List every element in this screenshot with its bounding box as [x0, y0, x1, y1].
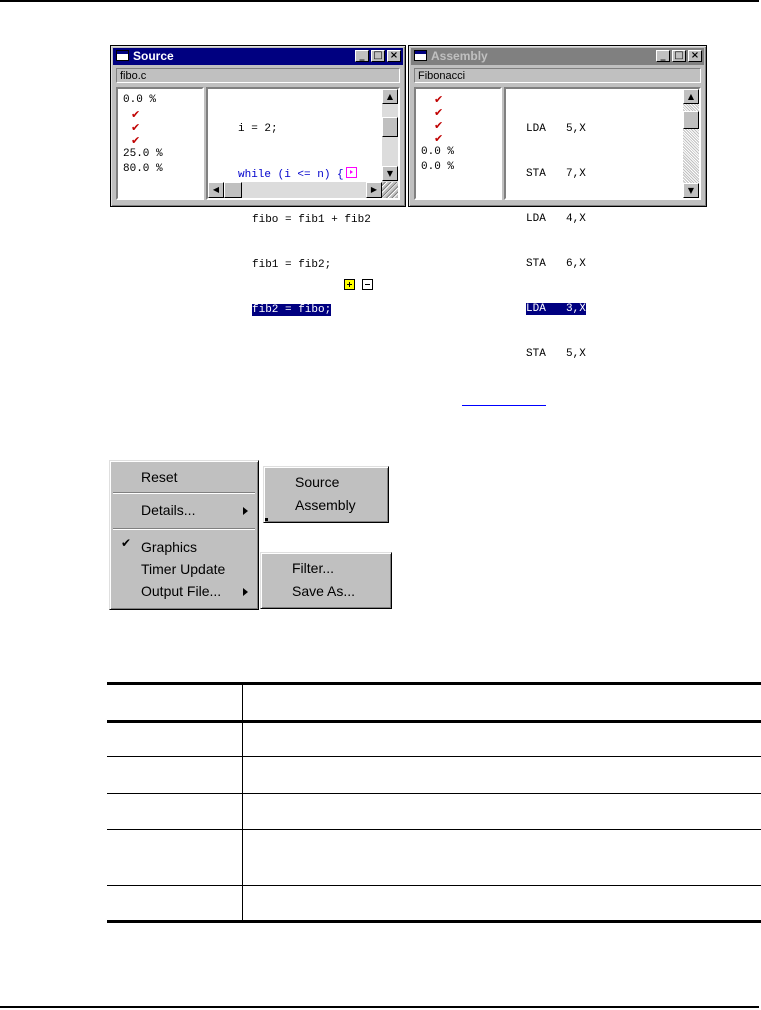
profile-value: 80.0 %: [123, 163, 163, 175]
breakpoint-marker-icon[interactable]: [346, 167, 357, 178]
scroll-right-button[interactable]: ▶: [366, 182, 382, 198]
code-line: [238, 167, 371, 183]
assembly-profile-pane[interactable]: [414, 87, 502, 200]
close-button[interactable]: ×: [387, 50, 401, 62]
source-title: Source: [133, 49, 174, 63]
check-icon: ✔: [131, 108, 141, 121]
asm-opcode: LDA: [526, 213, 546, 225]
code-line-selected: [238, 303, 371, 318]
description-table: [107, 682, 761, 923]
scroll-down-button[interactable]: ▼: [683, 183, 699, 198]
hyperlink-underline[interactable]: [462, 405, 546, 406]
plus-box-icon: [344, 279, 355, 290]
asm-line: [526, 167, 586, 182]
details-submenu: [263, 466, 389, 523]
asm-operand: 7,X: [566, 168, 586, 180]
scroll-down-button[interactable]: ▼: [382, 166, 398, 181]
selected-asm: [526, 303, 586, 315]
asm-opcode: STA: [526, 168, 546, 180]
source-horizontal-scrollbar[interactable]: [208, 182, 382, 198]
scroll-up-button[interactable]: ▲: [683, 89, 699, 104]
menu-item-details[interactable]: Details...: [110, 499, 258, 521]
table-row-border: [107, 756, 761, 757]
source-code-pane[interactable]: [206, 87, 400, 316]
asm-operand: 4,X: [566, 213, 586, 225]
profile-value: 0.0 %: [421, 146, 455, 158]
asm-line: [526, 212, 586, 227]
code-keyword-line: while (i <= n) {: [238, 169, 344, 181]
assembly-function-field: Fibonacci: [414, 68, 701, 83]
table-row-border: [107, 885, 761, 886]
scroll-thumb[interactable]: [382, 117, 398, 137]
source-file-field: fibo.c: [116, 68, 400, 83]
minimize-button[interactable]: _: [355, 50, 369, 62]
check-icon: ✔: [434, 106, 444, 119]
asm-line-selected: [526, 302, 586, 317]
asm-line: [526, 122, 586, 137]
menu-separator: [113, 528, 255, 530]
bottom-rule: [0, 1006, 759, 1008]
asm-operand: 5,X: [566, 348, 586, 360]
checkmark-icon: ✔: [121, 536, 132, 550]
code-line: fib1 = fib2;: [252, 259, 332, 271]
asm-operand: 5,X: [566, 123, 586, 135]
asm-operand: 3,X: [566, 303, 586, 315]
output-file-submenu: [260, 552, 392, 609]
context-menu: [109, 460, 259, 610]
resize-grip-icon[interactable]: [382, 182, 398, 198]
assembly-title: Assembly: [431, 49, 488, 63]
maximize-button[interactable]: □: [672, 50, 686, 62]
assembly-window: [408, 45, 707, 360]
submenu-arrow-icon: [243, 507, 248, 515]
table-row-border: [107, 793, 761, 794]
minimize-button[interactable]: _: [656, 50, 670, 62]
maximize-button[interactable]: □: [371, 50, 385, 62]
source-window: [110, 45, 406, 316]
profile-value: 0.0 %: [123, 94, 157, 106]
check-icon: ✔: [434, 93, 444, 106]
minus-box-icon: [362, 279, 373, 290]
table-top-border: [107, 682, 761, 685]
scroll-left-button[interactable]: ◀: [208, 182, 224, 198]
asm-opcode: LDA: [526, 303, 546, 315]
menu-item-graphics[interactable]: ✔ Graphics: [121, 536, 198, 555]
window-icon[interactable]: [116, 50, 129, 61]
submenu-arrow-icon: [243, 588, 248, 596]
asm-line: [526, 347, 586, 362]
scroll-thumb-horizontal[interactable]: [224, 182, 242, 198]
check-icon: ✔: [131, 134, 141, 147]
source-profile-pane[interactable]: [116, 87, 204, 200]
source-titlebar[interactable]: [113, 48, 403, 65]
assembly-code-pane[interactable]: [504, 87, 701, 360]
check-icon: ✔: [131, 121, 141, 134]
menu-item-timer-update[interactable]: Timer Update: [141, 561, 226, 577]
assembly-listing: [526, 92, 586, 392]
submenu-connector: [265, 518, 268, 521]
selected-code: fib2 = fibo;: [252, 304, 332, 316]
asm-opcode: LDA: [526, 123, 546, 135]
window-icon[interactable]: [414, 50, 427, 61]
close-button[interactable]: ×: [688, 50, 702, 62]
menu-separator: [113, 492, 255, 494]
code-line: fibo = fib1 + fib2: [252, 214, 371, 226]
menu-item-output-file[interactable]: Output File...: [110, 580, 258, 602]
check-icon: ✔: [434, 119, 444, 132]
submenu-item-save-as[interactable]: Save As...: [292, 583, 356, 599]
source-code: [238, 92, 371, 348]
table-header-border: [107, 720, 761, 723]
check-icon: ✔: [434, 132, 444, 145]
profile-value: 25.0 %: [123, 148, 163, 160]
scroll-thumb[interactable]: [683, 111, 699, 129]
source-vertical-scrollbar[interactable]: [382, 89, 398, 182]
table-row-border: [107, 829, 761, 830]
code-line: i = 2;: [238, 123, 278, 135]
submenu-item-source[interactable]: Source: [295, 474, 340, 490]
assembly-titlebar[interactable]: [411, 48, 704, 65]
asm-line: [526, 257, 586, 272]
asm-operand: 6,X: [566, 258, 586, 270]
profile-value: 0.0 %: [421, 161, 455, 173]
table-bottom-border: [107, 920, 761, 923]
asm-opcode: STA: [526, 258, 546, 270]
asm-opcode: STA: [526, 348, 546, 360]
submenu-item-filter[interactable]: Filter...: [292, 560, 335, 576]
top-rule: [0, 0, 759, 2]
scroll-up-button[interactable]: ▲: [382, 89, 398, 104]
submenu-item-assembly[interactable]: Assembly: [295, 497, 356, 513]
menu-item-reset[interactable]: Reset: [141, 469, 178, 485]
table-column-divider: [242, 682, 243, 923]
assembly-vertical-scrollbar[interactable]: [683, 89, 699, 198]
